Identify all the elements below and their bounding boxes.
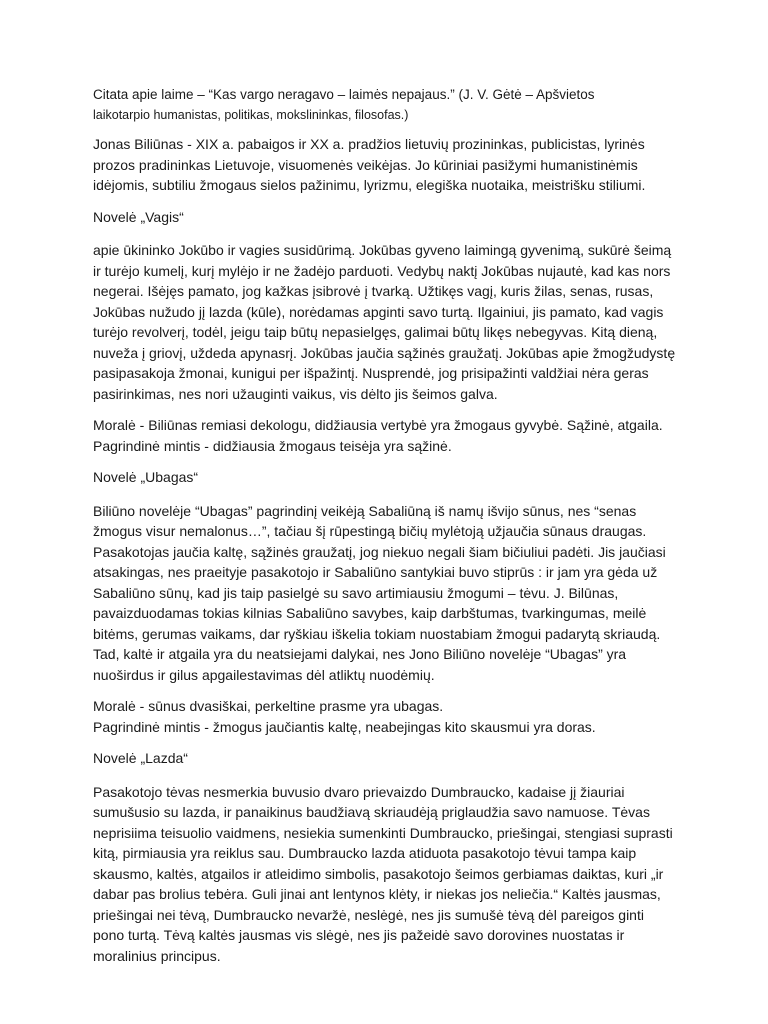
section-title-lazda: Novelė „Lazda“ [93,750,188,766]
quote-line-1: Citata apie laime – “Kas vargo neragavo – laimės nepajaus.” (J. V. Gėtė – Apšvietos [93,87,595,102]
moral-ubagas: Moralė - sūnus dvasiškai, perkeltine prasme yra ubagas. [93,698,444,714]
section-summary-vagis [93,415,678,456]
moral-vagis: Moralė - Biliūnas remiasi dekologu, didžiausia vertybė yra žmogaus gyvybė. Sąžinė, atgaila. [93,417,663,433]
main-idea-ubagas: Pagrindinė mintis - žmogus jaučiantis kaltę, neabejingas kito skausmui yra doras. [93,718,596,735]
section-title-vagis: Novelė „Vagis“ [93,208,184,225]
quote-paragraph [93,84,678,126]
document-page [93,84,678,977]
quote-line-2: laikotarpio humanistas, politikas, mokslininkas, filosofas.) [93,108,409,122]
section-body-lazda: Pasakotojo tėvas nesmerkia buvusio dvaro prievaizdo Dumbraucko, kadaise jį žiauriai sumušusio su lazda, ir panaikinus baudžiavą skriaudėją priglaudžia savo namuose. Tėvas neprisiima teisuolio vaidmens, nesiekia sumenkinti Dumbraucko, priešingai, stengiasi suprasti kitą, pirmiausia yra reiklus sau. Dumbraucko lazda atiduota pasakotojo tėvui tampa kaip skausmo, kaltės, atgailos ir atleidimo simbolis, pasakotojo šeimos gerbiamas daiktas, kuri „ir dabar pas brolius tebėra. Guli jinai ant lentynos klėty, ir niekas jos neliečia.“ Kaltės jausmas, priešingai nei tėvą, Dumbraucko nevaržė, neslėgė, nes jis sumušė tėvą dėl pareigos ginti pono turtą. Tėvą kaltės jausmas vis slėgė, nes jis pažeidė savo dorovines nuostatas ir moralinius principus. [93,783,673,964]
main-idea-vagis: Pagrindinė mintis - didžiausia žmogaus teisėja yra sąžinė. [93,437,452,454]
section-body-vagis: apie ūkininko Jokūbo ir vagies susidūrimą. Jokūbas gyveno laimingą gyvenimą, sukūrė šeimą ir turėjo kumelį, kurį mylėjo ir ne žadėjo parduoti. Vedybų naktį Jokūbas nujautė, kad kas nors negerai. Išėjęs pamato, jog kažkas įsibrovė į tvarką. Užtikęs vagį, kuris žilas, senas, rusas, Jokūbas nužudo jį lazda (kūle), norėdamas apginti savo turtą. Ilgainiui, jis pamato, kad vagis turėjo revolverį, todėl, jeigu taip būtų nepasielgęs, galimai būtų likęs nebegyvas. Kitą dieną, nuveža į griovį, uždeda apynasrį. Jokūbas jaučia sąžinės graužatį. Jokūbas apie žmogžudystę pasipasakoja žmonai, kunigui per išpažintį. Nusprendė, jog prisipažinti valdžiai nėra geras pasirinkimas, nes nori užauginti vaikus, vis dėlto jis šeimos galva. [93,242,676,402]
section-title-ubagas: Novelė „Ubagas“ [93,469,199,485]
section-body-ubagas: Biliūno novelėje “Ubagas” pagrindinį veikėją Sabaliūną iš namų išvijo sūnus, nes “senas žmogus visur nemalonus…”, tačiau šį rūpestingą bičių mylėtoją užjaučia sūnaus draugas. Pasakotojas jaučia kaltę, sąžinės graužatį, jog niekuo negali šiam bičiuliui padėti. Jis jaučiasi atsakingas, nes praeityje pasakotojo ir Sabaliūno santykiai buvo stiprūs : ir jam yra gėda už Sabaliūno sūnų, kad jis taip pasielgė su savo artimiausiu žmogumi – tėvu. J. Bilūnas, pavaizduodamas tokias kilnias Sabaliūno savybes, kaip darbštumas, tvarkingumas, meilė bitėms, gerumas vaikams, dar ryškiau iškelia tokiam nuostabiam žmogui padarytą skriaudą. Tad, kaltė ir atgaila yra du neatsiejami dalykai, nes Jono Biliūno novelėje “Ubagas” yra nuoširdus ir gilus apgailestavimas dėl atliktų nuodėmių. [93,502,666,683]
intro-paragraph: Jonas Biliūnas - XIX a. pabaigos ir XX a. pradžios lietuvių prozininkas, publicistas, lyrinės prozos pradininkas Lietuvoje, visuomenės veikėjas. Jo kūriniai pasižymi humanistinėmis idėjomis, subtiliu žmogaus sielos pažinimu, lyrizmu, elegiška nuotaika, meistrišku stiliumi. [93,136,646,193]
section-summary-ubagas [93,696,678,737]
